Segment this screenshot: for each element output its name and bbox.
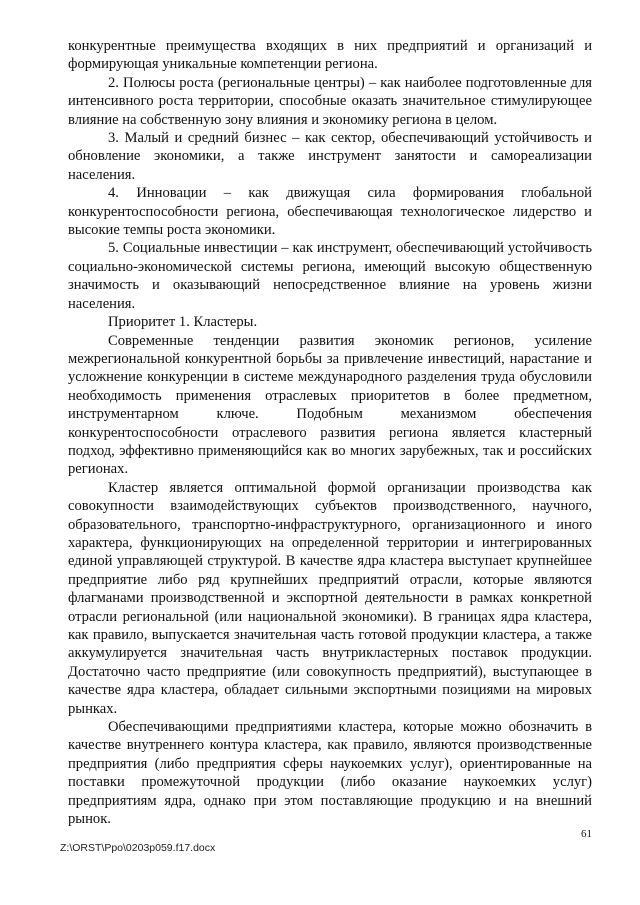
paragraph-cluster-definition: Кластер является оптимальной формой организации производства как совокупности взаимодействующих субъектов производственного, научного, образовательного, транспортно-инфраструктурного, организационного и иного характера, функционирующих на определенной территории и интегрированных единой управляющей структурой. В качестве ядра кластера выступает крупнейшее предприятие либо ряд крупнейших предприятий отрасли, которые являются флагманами производственной и экспортной деятельности в рамках конкретной отрасли региональной (или национальной экономики). В границах ядра кластера, как правило, выпускается значительная часть готовой продукции кластера, а также аккумулируется значительная часть внутрикластерных поставок продукции. Достаточно часто предприятие (или совокупность предприятий), выступающее в качестве ядра кластера, обладает сильными экспортными позициями на мировых рынках. (68, 479, 592, 717)
paragraph-continuation: конкурентные преимущества входящих в них предприятий и организаций и формирующая уникальные компетенции региона. (68, 38, 592, 73)
document-body (68, 37, 592, 828)
paragraph-growth-poles: 2. Полюсы роста (региональные центры) – как наиболее подготовленные для интенсивного роста территории, способные оказать значительное стимулирующее влияние на собственную зону влияния и экономику региона в целом. (68, 74, 592, 128)
paragraph-social-investments: 5. Социальные инвестиции – как инструмент, обеспечивающий устойчивость социально-экономической системы региона, имеющий высокую общественную значимость и оказывающий непосредственное влияние на уровень жизни населения. (68, 240, 592, 312)
paragraph-supporting-enterprises: Обеспечивающими предприятиями кластера, которые можно обозначить в качестве внутреннего контура кластера, как правило, являются производственные предприятия (либо предприятия сферы наукоемких услуг), ориентированные на поставки промежуточной продукции (либо оказание наукоемких услуг) предприятиям ядра, однако при этом поставляющие продукцию и на внешний рынок. (68, 719, 592, 828)
paragraph-trends: Современные тенденции развития экономик регионов, усиление межрегиональной конкурентной борьбы за привлечение инвестиций, нарастание и усложнение конкуренции в системе международного разделения труда обусловили необходимость применения отраслевых приоритетов в более предметном, инструментарном ключе. Подобным механизмом обеспечения конкурентоспособности отраслевого развития региона является кластерный подход, эффективно применяющийся как во многих зарубежных, так и российских регионах. (68, 332, 592, 478)
page-number: 61 (581, 828, 592, 840)
paragraph-small-business: 3. Малый и средний бизнес – как сектор, обеспечивающий устойчивость и обновление экономики, а также инструмент занятости и самореализации населения. (68, 130, 592, 183)
paragraph-innovations: 4. Инновации – как движущая сила формирования глобальной конкурентоспособности региона, обеспечивающая технологическое лидерство и высокие темпы роста экономики. (68, 185, 592, 239)
priority-heading: Приоритет 1. Кластеры. (108, 314, 258, 331)
footer-file-path: Z:\ORST\Ppo\0203p059.f17.docx (60, 842, 216, 854)
